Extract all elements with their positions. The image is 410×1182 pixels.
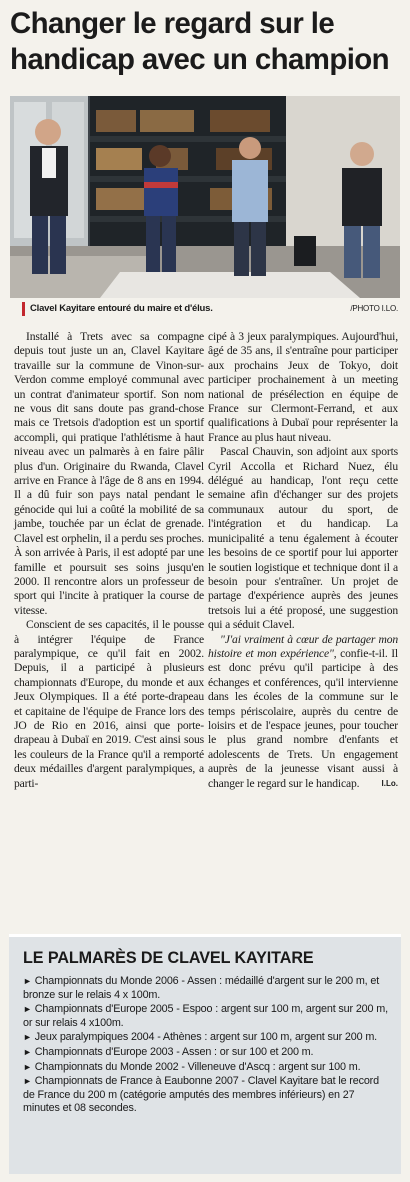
palmares-box (9, 934, 401, 1174)
title-line-2: handicap avec un champion (10, 43, 390, 76)
list-item: ► Jeux paralympiques 2004 - Athènes : argent sur 100 m, argent sur 200 m. (23, 1031, 378, 1044)
arrow-icon: ► (23, 1032, 32, 1043)
list-item: ► Championnats d'Europe 2005 - Espoo : argent sur 100 m, argent sur 200 m, or sur relais 4 x100m. (23, 1003, 388, 1029)
arrow-icon: ► (23, 1046, 32, 1057)
quote-paragraph (208, 633, 398, 791)
arrow-icon: ► (23, 976, 32, 986)
arrow-icon: ► (23, 1061, 32, 1072)
list-item: ► Championnats du Monde 2006 - Assen : médaillé d'argent sur le 200 m, et bronze sur le relais 4 x 100m. (23, 975, 380, 1001)
caption-text: Clavel Kayitare entouré du maire et d'élus. (30, 303, 213, 314)
paragraph: Installé à Trets avec sa compagne depuis tout juste un an, Clavel Kayitare travaille sur la commune de Vinon-sur-Verdon comme employé communal avec un contrat d'animateur sportif. Son nom ne vous dit sans doute pas grand-chose mais ce Tretsois d'adoption est un sportif accompli, qui pratique l'athlétisme à haut niveau avec un palmarès à en faire pâlir plus d'un. Originaire du Rwanda, Clavel arrive en France à l'âge de 8 ans en 1994. Il a dû fuir son pays natal pendant le génocide qui lui a coûté la mobilité de sa jambe, touchée par un éclat de grenade. Clavel est orphelin, il a perdu ses proches. À son arrivée à Paris, il est adopté par une famille et poursuit ses soins jusqu'en 2000. Il rencontre alors un professeur de sport qui l'incite à pratiquer la course de vitesse. (14, 330, 204, 617)
list-item: ► Championnats du Monde 2002 - Villeneuve d'Ascq : argent sur 100 m. (23, 1060, 361, 1073)
article-title (10, 6, 394, 78)
photo-illustration (10, 96, 400, 298)
article-left-column (14, 330, 204, 791)
quote-continuation: , confie-t-il. Il est donc prévu qu'il participe à des échanges et conférences, qu'il intervienne dans les écoles de la commune sur le temps périscolaire, auprès du centre de loisirs et de l'espace jeunes, pour toucher le plus grand nombre d'enfants et adolescents de Trets. Un engagement auprès de la jeunesse visant aussi à changer le regard sur le handicap. (208, 646, 399, 790)
photo-credit: /PHOTO I.LO. (350, 304, 398, 313)
paragraph: cipé à 3 jeux paralympiques. Aujourd'hui, âgé de 35 ans, il s'entraîne pour participer aux prochains Jeux de Tokyo, doit participer prochainement à un meeting national de présélection en équipe de France sur Clermont-Ferrand, et aux qualifications à Dubaï pour représenter la France au plus haut niveau. (208, 330, 398, 444)
photo-caption (10, 300, 400, 320)
paragraph: Conscient de ses capacités, il le pousse à intégrer l'équipe de France paralympique, ce qu'il fait en 2002. Depuis, il a participé à plusieurs championnats d'Europe, du monde et aux Jeux Olympiques. Il a été porte-drapeau et capitaine de l'équipe de France lors des JO de Rio en 2016, ainsi que porte-drapeau à Dubaï en 2019. C'est ainsi sous les couleurs de la France qu'il a remporté deux médailles d'argent paralympiques, a parti- (14, 618, 204, 790)
author-signature: I.Lo. (381, 778, 398, 788)
article-right-column (208, 330, 398, 791)
arrow-icon: ► (23, 1076, 32, 1087)
arrow-icon: ► (23, 1004, 32, 1015)
article-photo (10, 96, 400, 298)
palmares-title: LE PALMARÈS DE CLAVEL KAYITARE (23, 948, 314, 967)
list-item: ► Championnats de France à Eaubonne 2007 - Clavel Kayitare bat le record de France du 200 m (catégorie amputés des membres inférieurs) en 27 minutes et 08 secondes. (23, 1075, 379, 1115)
caption-accent-bar (22, 302, 25, 316)
paragraph: Pascal Chauvin, son adjoint aux sports Cyril Accolla et Richard Nuez, élu délégué au handicap, l'ont reçu cette semaine afin d'échanger sur des projets communaux autour du sport, de l'intégration et du handicap. La municipalité a tenu également à écouter les besoins de ce sportif pour lui apporter le soutien logistique et technique dont il a besoin pour s'entraîner. Un projet de partage d'expérience auprès des jeunes tretsois lui a été proposé, une suggestion qui a séduit Clavel. (208, 445, 398, 632)
quote: "J'ai vraiment à cœur de partager mon histoire et mon expérience" (208, 632, 398, 660)
list-item: ► Championnats d'Europe 2003 - Assen : or sur 100 et 200 m. (23, 1045, 314, 1058)
palmares-list (23, 975, 393, 1117)
title-line-1: Changer le regard sur le (10, 7, 335, 40)
